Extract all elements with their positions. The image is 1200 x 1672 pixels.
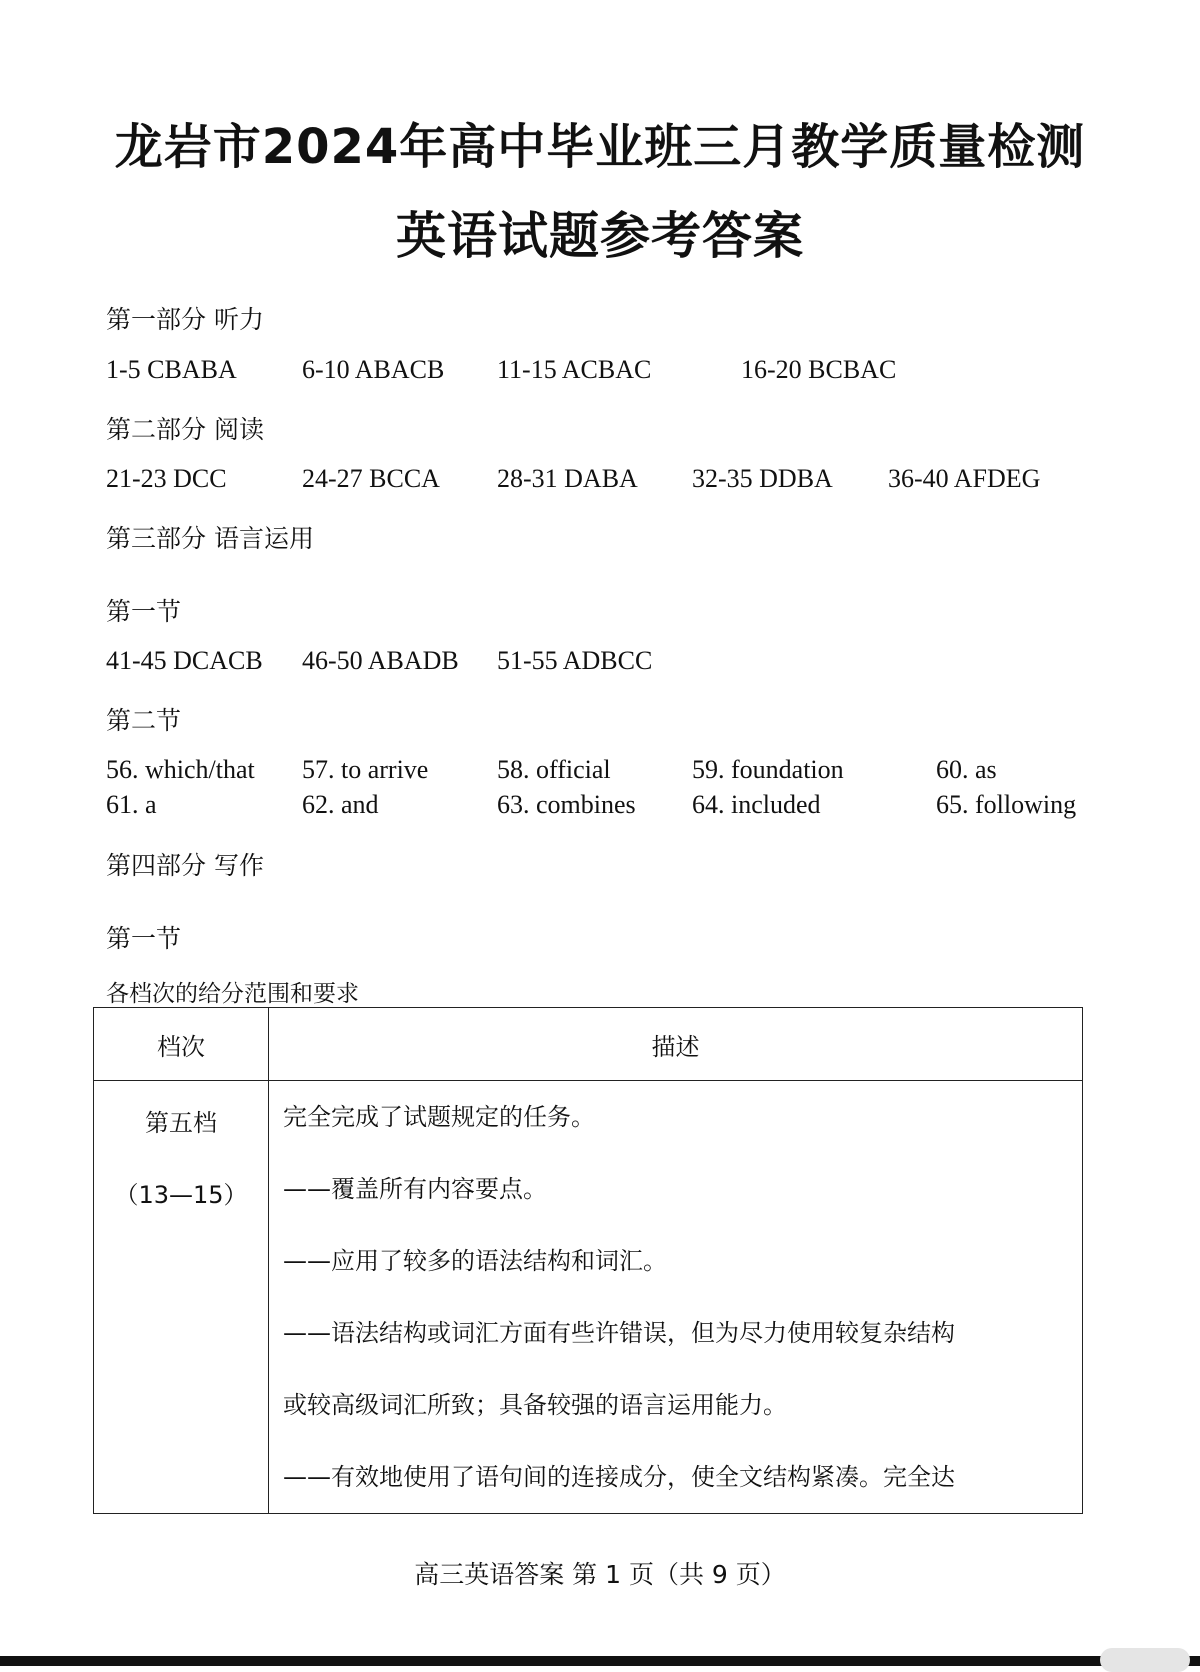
part3-section2-row2 <box>0 790 1200 824</box>
answer-group: 46-50 ABADB <box>302 646 459 675</box>
answer-group: 32-35 DDBA <box>692 464 833 493</box>
answer-group: 24-27 BCCA <box>302 464 440 493</box>
part3-section2-row1 <box>0 755 1200 789</box>
document-title-line2: 英语试题参考答案 <box>396 207 804 265</box>
answer-group: 36-40 AFDEG <box>888 464 1041 493</box>
table-row <box>94 1081 1083 1514</box>
description-cell <box>269 1081 1083 1514</box>
part3-section1-answers-row <box>0 646 1200 680</box>
description-line: 完全完成了试题规定的任务。 <box>283 1103 595 1131</box>
part2-heading: 第二部分 阅读 <box>106 415 264 444</box>
part3-heading: 第三部分 语言运用 <box>106 524 314 553</box>
answer-group: 11-15 ACBAC <box>497 355 652 384</box>
page-footer: 高三英语答案 第 1 页（共 9 页） <box>414 1560 786 1589</box>
scoring-rubric-table <box>93 1007 1083 1514</box>
part2-answers-row <box>0 464 1200 498</box>
answer-group: 51-55 ADBCC <box>497 646 653 675</box>
table-header-row <box>94 1008 1083 1081</box>
part4-heading: 第四部分 写作 <box>106 851 264 880</box>
answer-group: 28-31 DABA <box>497 464 638 493</box>
document-title-line1: 龙岩市2024年高中毕业班三月教学质量检测 <box>114 119 1086 175</box>
description-line: ——语法结构或词汇方面有些许错误，但为尽力使用较复杂结构 <box>283 1319 955 1347</box>
level-score-range: （13—15） <box>114 1181 248 1209</box>
description-line: ——有效地使用了语句间的连接成分，使全文结构紧凑。完全达 <box>283 1463 955 1491</box>
column-header-description: 描述 <box>269 1008 1083 1081</box>
description-line: 或较高级词汇所致；具备较强的语言运用能力。 <box>283 1391 787 1419</box>
screen-bottom-edge <box>0 1656 1200 1666</box>
answer-item: 57. to arrive <box>302 755 429 784</box>
column-header-level: 档次 <box>94 1008 269 1081</box>
answer-item: 64. included <box>692 790 821 819</box>
description-line: ——应用了较多的语法结构和词汇。 <box>283 1247 667 1275</box>
answer-item: 58. official <box>497 755 611 784</box>
part1-answers-row <box>0 355 1200 389</box>
part1-heading: 第一部分 听力 <box>106 305 264 334</box>
answer-item: 65. following <box>936 790 1077 819</box>
description-line: ——覆盖所有内容要点。 <box>283 1175 547 1203</box>
part3-section2-heading: 第二节 <box>106 706 182 735</box>
answer-group: 16-20 BCBAC <box>741 355 897 384</box>
floating-control[interactable] <box>1100 1648 1190 1672</box>
level-cell <box>94 1081 269 1514</box>
level-name: 第五档 <box>145 1109 217 1137</box>
part4-section1-heading: 第一节 <box>106 924 182 953</box>
answer-item: 63. combines <box>497 790 636 819</box>
part3-section1-heading: 第一节 <box>106 597 182 626</box>
answer-item: 60. as <box>936 755 997 784</box>
answer-item: 59. foundation <box>692 755 844 784</box>
answer-group: 1-5 CBABA <box>106 355 237 384</box>
scoring-note: 各档次的给分范围和要求 <box>106 981 359 1007</box>
answer-item: 62. and <box>302 790 379 819</box>
answer-group: 6-10 ABACB <box>302 355 445 384</box>
answer-item: 56. which/that <box>106 755 255 784</box>
answer-item: 61. a <box>106 790 157 819</box>
answer-group: 21-23 DCC <box>106 464 227 493</box>
answer-group: 41-45 DCACB <box>106 646 263 675</box>
